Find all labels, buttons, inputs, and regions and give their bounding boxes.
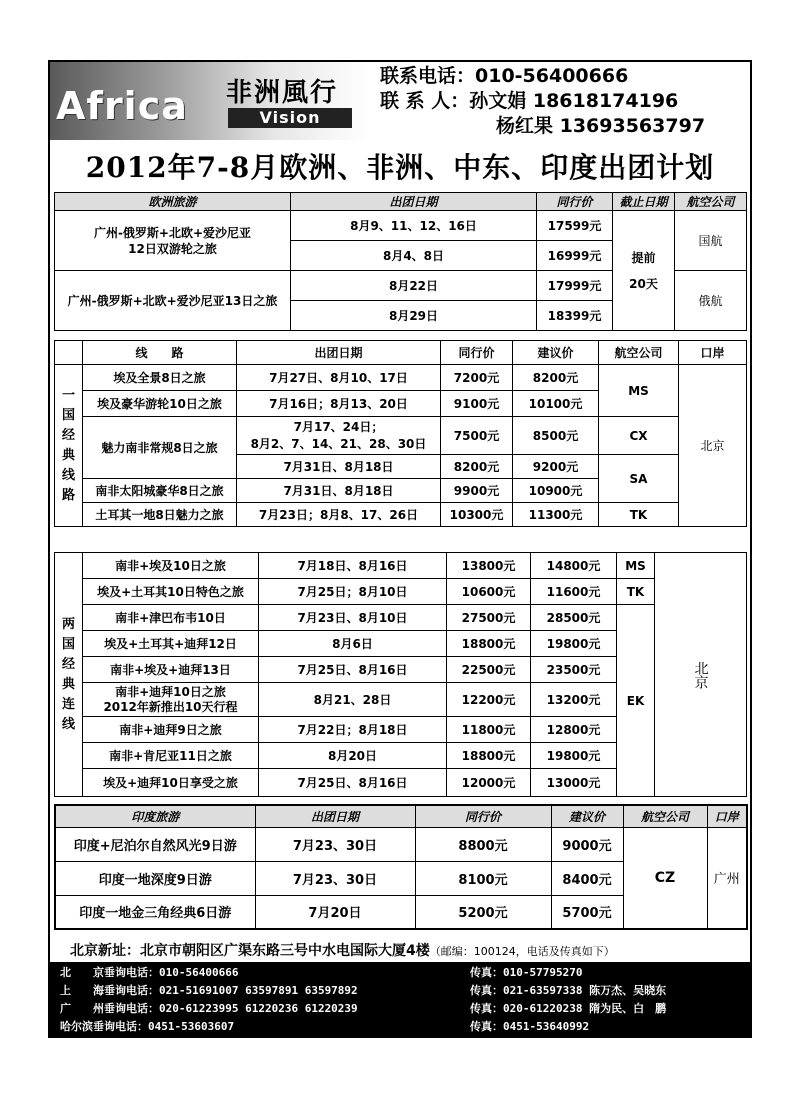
double-peer-7: 11800元 <box>447 717 531 743</box>
brochure-sheet <box>48 60 752 1038</box>
single-route-2: 埃及豪华游轮10日之旅 <box>83 391 237 417</box>
single-dates-5: 7月31日、8月18日 <box>237 479 441 503</box>
europe-route-2-date-1: 8月22日 <box>291 271 537 301</box>
double-route-8: 南非+肯尼亚11日之旅 <box>83 743 259 769</box>
single-airline-tk: TK <box>599 503 679 527</box>
double-suggest-7: 12800元 <box>531 717 617 743</box>
single-airline-sa: SA <box>599 455 679 503</box>
double-dates-5: 7月25日、8月16日 <box>259 657 447 683</box>
single-header-blank <box>55 341 83 365</box>
europe-header-airline: 航空公司 <box>675 193 747 211</box>
double-peer-9: 12000元 <box>447 769 531 797</box>
single-dates-3: 7月17、24日； 8月2、7、14、21、28、30日 <box>237 417 441 455</box>
double-airline-ek: EK <box>617 605 655 797</box>
india-suggest-2: 8400元 <box>551 861 623 895</box>
office-address-note: （邮编：100124，电话及传真如下） <box>429 945 615 958</box>
contact-footer <box>50 962 750 1038</box>
two-country-table <box>54 552 747 797</box>
double-airline-tk: TK <box>617 579 655 605</box>
europe-airline-2: 俄航 <box>675 271 747 331</box>
europe-route-1-date-2: 8月4、8日 <box>291 241 537 271</box>
europe-table <box>54 192 747 331</box>
contact-phone: 联系电话：010-56400666 <box>380 65 629 87</box>
office-address <box>70 940 615 960</box>
double-dates-9: 7月25日、8月16日 <box>259 769 447 797</box>
double-peer-6: 12200元 <box>447 683 531 717</box>
india-header-route: 印度旅游 <box>55 805 255 827</box>
double-peer-4: 18800元 <box>447 631 531 657</box>
double-route-3: 南非+津巴布韦10日 <box>83 605 259 631</box>
double-dates-3: 7月23日、8月10日 <box>259 605 447 631</box>
double-suggest-4: 19800元 <box>531 631 617 657</box>
double-route-6: 南非+迪拜10日之旅 2012年新推出10天行程 <box>83 683 259 717</box>
double-port: 北京 <box>655 553 747 797</box>
page-title: 2012年7-8月欧洲、非洲、中东、印度出团计划 <box>85 151 715 184</box>
double-airline-ms: MS <box>617 553 655 579</box>
double-suggest-5: 23500元 <box>531 657 617 683</box>
single-peer-5: 9900元 <box>441 479 513 503</box>
europe-route-2-price-1: 17999元 <box>537 271 613 301</box>
office-harbin-phone: 哈尔滨垂询电话：0451-53603607 <box>60 1020 235 1033</box>
single-suggest-3: 8500元 <box>513 417 599 455</box>
europe-header-peer-price: 同行价 <box>537 193 613 211</box>
office-address-text: 北京新址：北京市朝阳区广渠东路三号中水电国际大厦4楼 <box>70 943 430 959</box>
europe-route-2: 广州-俄罗斯+北欧+爱沙尼亚13日之旅 <box>55 271 291 331</box>
double-peer-2: 10600元 <box>447 579 531 605</box>
india-dates-2: 7月23、30日 <box>255 861 415 895</box>
double-peer-1: 13800元 <box>447 553 531 579</box>
single-header-suggested-price: 建议价 <box>513 341 599 365</box>
double-dates-1: 7月18日、8月16日 <box>259 553 447 579</box>
india-port: 广州 <box>707 827 747 929</box>
contact-info <box>380 64 705 139</box>
europe-route-1-date-1: 8月9、11、12、16日 <box>291 211 537 241</box>
india-header-airline: 航空公司 <box>623 805 707 827</box>
single-dates-6: 7月23日；8月8、17、26日 <box>237 503 441 527</box>
europe-header-deadline: 截止日期 <box>613 193 675 211</box>
double-suggest-6: 13200元 <box>531 683 617 717</box>
europe-route-2-price-2: 18399元 <box>537 301 613 331</box>
double-suggest-8: 19800元 <box>531 743 617 769</box>
single-suggest-4: 9200元 <box>513 455 599 479</box>
double-route-1: 南非+埃及10日之旅 <box>83 553 259 579</box>
india-airline: CZ <box>623 827 707 929</box>
double-suggest-3: 28500元 <box>531 605 617 631</box>
double-route-7: 南非+迪拜9日之旅 <box>83 717 259 743</box>
india-header-dates: 出团日期 <box>255 805 415 827</box>
single-side-label: 一 国 经 典 线 路 <box>55 365 83 527</box>
europe-route-1-price-2: 16999元 <box>537 241 613 271</box>
single-suggest-6: 11300元 <box>513 503 599 527</box>
single-peer-3: 7500元 <box>441 417 513 455</box>
europe-route-1: 广州-俄罗斯+北欧+爱沙尼亚 12日双游轮之旅 <box>55 211 291 271</box>
single-dates-1: 7月27日、8月10、17日 <box>237 365 441 391</box>
africa-vision-logo <box>50 62 368 140</box>
single-route-3: 魅力南非常规8日之旅 <box>83 417 237 479</box>
double-dates-4: 8月6日 <box>259 631 447 657</box>
contact-person-2: 杨红果 13693563797 <box>496 115 706 137</box>
double-route-4: 埃及+土耳其+迪拜12日 <box>83 631 259 657</box>
india-header-port: 口岸 <box>707 805 747 827</box>
double-dates-6: 8月21、28日 <box>259 683 447 717</box>
europe-deadline: 提前 20天 <box>613 211 675 331</box>
europe-route-2-date-2: 8月29日 <box>291 301 537 331</box>
logo-chinese-text: 非洲風行 <box>226 78 339 108</box>
single-peer-4: 8200元 <box>441 455 513 479</box>
india-header-suggested-price: 建议价 <box>551 805 623 827</box>
single-airline-ms: MS <box>599 365 679 417</box>
contact-person-1: 联 系 人：孙文娟 18618174196 <box>380 90 679 112</box>
europe-route-1-price-1: 17599元 <box>537 211 613 241</box>
europe-header-dates: 出团日期 <box>291 193 537 211</box>
single-suggest-5: 10900元 <box>513 479 599 503</box>
office-shanghai-fax: 传真：021-63597338 陈万杰、吴晓东 <box>470 984 667 997</box>
india-peer-3: 5200元 <box>415 895 551 929</box>
single-country-table <box>54 340 747 527</box>
single-peer-2: 9100元 <box>441 391 513 417</box>
double-dates-7: 7月22日；8月18日 <box>259 717 447 743</box>
double-side-label: 两 国 经 典 连 线 <box>55 553 83 797</box>
india-dates-3: 7月20日 <box>255 895 415 929</box>
single-suggest-1: 8200元 <box>513 365 599 391</box>
double-suggest-1: 14800元 <box>531 553 617 579</box>
double-dates-8: 8月20日 <box>259 743 447 769</box>
single-dates-4: 7月31日、8月18日 <box>237 455 441 479</box>
single-header-route: 线 路 <box>83 341 237 365</box>
india-suggest-1: 9000元 <box>551 827 623 861</box>
single-header-peer-price: 同行价 <box>441 341 513 365</box>
double-suggest-2: 11600元 <box>531 579 617 605</box>
single-route-5: 南非太阳城豪华8日之旅 <box>83 479 237 503</box>
double-suggest-9: 13000元 <box>531 769 617 797</box>
india-dates-1: 7月23、30日 <box>255 827 415 861</box>
office-beijing-fax: 传真：010-57795270 <box>470 966 583 979</box>
india-header-peer-price: 同行价 <box>415 805 551 827</box>
single-port: 北京 <box>679 365 747 527</box>
india-peer-2: 8100元 <box>415 861 551 895</box>
office-guangzhou-fax: 传真：020-61220238 隋为民、白 鹏 <box>470 1002 667 1015</box>
office-beijing-phone: 北 京垂询电话：010-56400666 <box>60 966 239 979</box>
india-route-2: 印度一地深度9日游 <box>55 861 255 895</box>
office-shanghai-phone: 上 海垂询电话：021-51691007 63597891 63597892 <box>60 984 358 997</box>
logo-vision-text: Vision <box>228 108 352 128</box>
single-route-1: 埃及全景8日之旅 <box>83 365 237 391</box>
logo-africa-text: Africa <box>56 84 188 128</box>
single-airline-cx: CX <box>599 417 679 455</box>
single-header-airline: 航空公司 <box>599 341 679 365</box>
double-route-5: 南非+埃及+迪拜13日 <box>83 657 259 683</box>
double-route-2: 埃及+土耳其10日特色之旅 <box>83 579 259 605</box>
india-table <box>54 804 748 930</box>
single-route-6: 土耳其一地8日魅力之旅 <box>83 503 237 527</box>
europe-header-route: 欧洲旅游 <box>55 193 291 211</box>
india-route-3: 印度一地金三角经典6日游 <box>55 895 255 929</box>
single-header-port: 口岸 <box>679 341 747 365</box>
europe-airline-1: 国航 <box>675 211 747 271</box>
office-harbin-fax: 传真：0451-53640992 <box>470 1020 590 1033</box>
india-route-1: 印度+尼泊尔自然风光9日游 <box>55 827 255 861</box>
single-suggest-2: 10100元 <box>513 391 599 417</box>
double-peer-8: 18800元 <box>447 743 531 769</box>
single-peer-6: 10300元 <box>441 503 513 527</box>
double-dates-2: 7月25日；8月10日 <box>259 579 447 605</box>
header <box>50 62 750 144</box>
single-dates-2: 7月16日；8月13、20日 <box>237 391 441 417</box>
double-route-9: 埃及+迪拜10日享受之旅 <box>83 769 259 797</box>
office-guangzhou-phone: 广 州垂询电话：020-61223995 61220236 61220239 <box>60 1002 358 1015</box>
india-suggest-3: 5700元 <box>551 895 623 929</box>
single-peer-1: 7200元 <box>441 365 513 391</box>
india-peer-1: 8800元 <box>415 827 551 861</box>
single-header-dates: 出团日期 <box>237 341 441 365</box>
double-peer-3: 27500元 <box>447 605 531 631</box>
double-peer-5: 22500元 <box>447 657 531 683</box>
